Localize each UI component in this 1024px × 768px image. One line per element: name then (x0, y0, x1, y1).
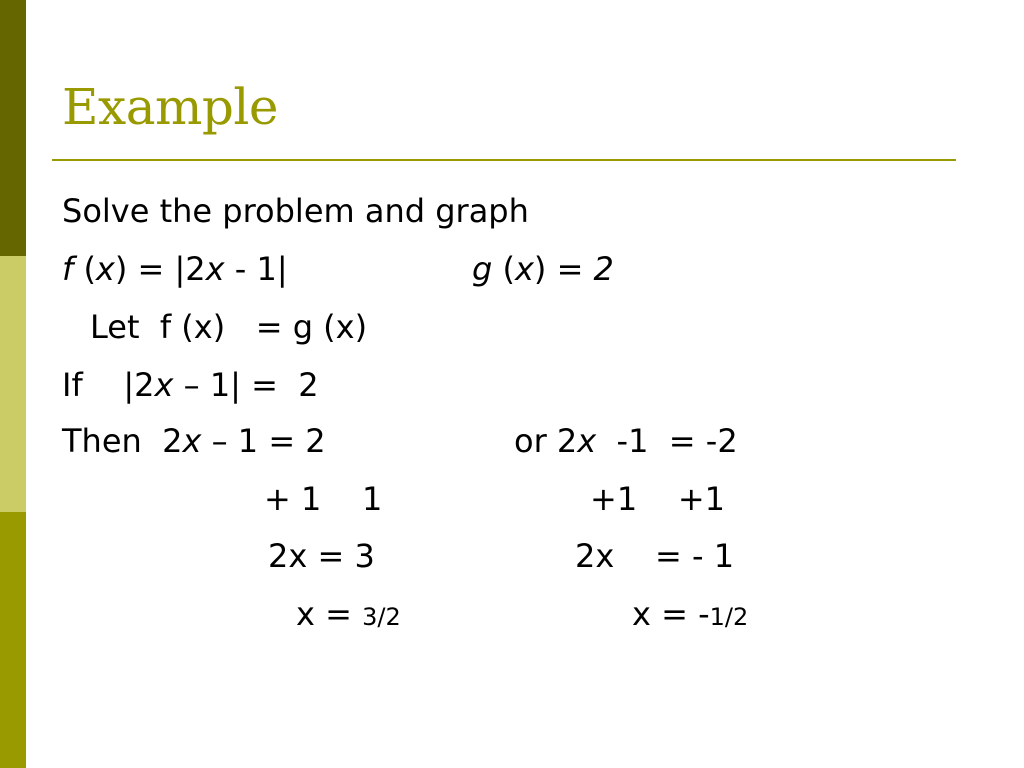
g-definition: g (x) = 2 (472, 250, 614, 288)
side-bar-dark (0, 0, 26, 256)
add-step-left: + 1 1 (264, 480, 383, 518)
title-divider (52, 159, 956, 161)
then-right: or 2x -1 = -2 (514, 422, 738, 460)
add-step-right: +1 +1 (590, 480, 726, 518)
side-bar-olive (0, 512, 26, 768)
if-line: If |2x – 1| = 2 (62, 366, 319, 404)
solution-left: x = 3/2 (296, 595, 401, 633)
result-left: 2x = 3 (268, 537, 375, 575)
let-line: Let f (x) = g (x) (90, 308, 368, 346)
then-left: Then 2x – 1 = 2 (62, 422, 326, 460)
result-right: 2x = - 1 (575, 537, 735, 575)
side-bar-light (0, 256, 26, 512)
f-definition: f (x) = |2x - 1| (62, 250, 288, 288)
solution-right: x = -1/2 (632, 595, 749, 633)
slide-title: Example (62, 78, 279, 136)
problem-statement: Solve the problem and graph (62, 192, 529, 230)
